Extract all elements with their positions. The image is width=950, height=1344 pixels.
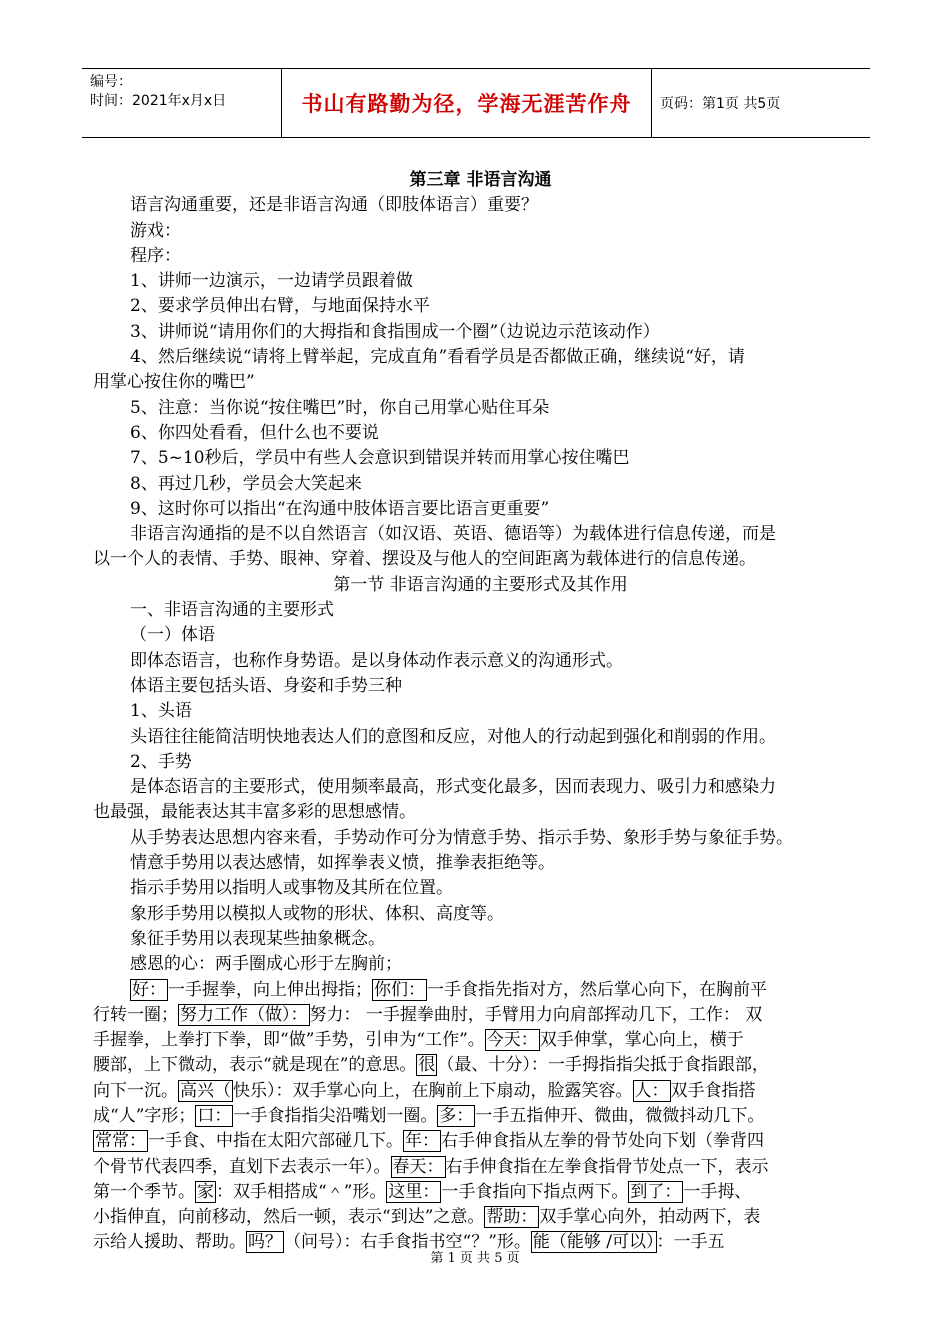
term-box: 很: [418, 1055, 436, 1076]
term-text: 一手拇、: [683, 1181, 752, 1202]
term-text: 示给人援助、帮助。: [93, 1232, 246, 1253]
paragraph-line: 情意手势用以表达感情，如挥拳表义愤，推拳表拒绝等。: [130, 853, 555, 874]
paragraph-line: 象形手势用以模拟人或物的形状、体积、高度等。: [130, 903, 504, 924]
term-text: 一手五指伸开、微曲，微微抖动几下。: [475, 1105, 765, 1126]
term-box: 好：: [132, 979, 166, 1000]
document-body: [93, 168, 868, 1256]
term-text: 双手食指搭: [670, 1080, 756, 1101]
paragraph-line: 象征手势用以表现某些抽象概念。: [130, 928, 385, 949]
subheading: 2、手势: [130, 751, 192, 772]
term-box: 口：: [197, 1105, 232, 1126]
term-text: 小指伸直，向前移动，然后一顿，表示“到达”之意。: [93, 1207, 485, 1228]
term-text: 手握拳，上拳打下拳，即“做”手势，引申为“工作”。: [93, 1030, 485, 1051]
term-text: ：一手五: [656, 1232, 725, 1253]
term-box: 努力工作（做）：: [180, 1004, 308, 1025]
header-page-info: 页码：第1页 共5页: [660, 96, 781, 112]
step-item: 8、再过几秒，学员会大笑起来: [130, 473, 362, 494]
paragraph-line: 指示手势用以指明人或事物及其所在位置。: [130, 878, 453, 899]
sign-line: [93, 1104, 868, 1129]
term-box: 多：: [439, 1105, 474, 1126]
term-box: 到了：: [630, 1181, 682, 1202]
paragraph-line: 从手势表达思想内容来看，手势动作可分为情意手势、指示手势、象形手势与象征手势。: [130, 827, 793, 848]
term-text: 腰部，上下微动，表示“就是现在”的意思。: [93, 1055, 417, 1076]
page-footer: 第 1 页 共 5 页: [430, 1251, 520, 1266]
term-box: 这里：: [388, 1181, 440, 1202]
term-box: 你们：: [374, 979, 425, 1000]
subheading: 1、头语: [130, 701, 192, 722]
time-label: 时间：2021年x月x日: [90, 93, 227, 109]
sign-line: [93, 1180, 868, 1205]
paragraph-line: 感恩的心：两手圈成心形于左胸前；: [130, 954, 402, 975]
term-box: 今天：: [486, 1030, 538, 1051]
paragraph-line: 体语主要包括头语、身姿和手势三种: [130, 675, 402, 696]
term-text: 快乐）：双手掌心向上，在胸前上下扇动，脸露笑容。: [233, 1080, 633, 1101]
step-item: 5、注意：当你说“按住嘴巴”时，你自己用掌心贴住耳朵: [130, 397, 550, 418]
paragraph-line: 即体态语言，也称作身势语。是以身体动作表示意义的沟通形式。: [130, 650, 623, 671]
paragraph-line: 游戏：: [130, 220, 181, 241]
term-text: 右手伸食指从左拳的骨节处向下划（拳背四: [441, 1131, 764, 1152]
paragraph-line: 以一个人的表情、手势、眼神、穿着、摆设及与他人的空间距离为载体进行的信息传递。: [93, 549, 756, 570]
term-text: （最、十分）：一手拇指指尖抵于食指跟部，: [437, 1055, 769, 1076]
number-label: 编号：: [90, 74, 132, 90]
term-box: 能（能够 /可以）: [532, 1232, 655, 1253]
term-text: 成“人”字形；: [93, 1105, 196, 1126]
subheading: （一）体语: [130, 625, 215, 646]
term-box: 年：: [405, 1131, 439, 1152]
paragraph-line: 非语言沟通指的是不以自然语言（如汉语、英语、德语等）为载体进行信息传递，而是: [130, 524, 776, 545]
header-motto: 书山有路勤为径，学海无涯苦作舟: [282, 69, 652, 137]
term-text: 一手握拳，向上伸出拇指；: [168, 979, 372, 1000]
term-text: 行转一圈；: [93, 1004, 178, 1025]
sign-line: [93, 1155, 868, 1180]
sign-line: [93, 1028, 868, 1053]
term-text: 双手掌心向外，拍动两下，表: [539, 1207, 761, 1228]
term-text: 右手伸食指在左拳食指骨节处点一下，表示: [445, 1156, 769, 1177]
term-box: 人：: [634, 1080, 669, 1101]
term-box: 家: [197, 1181, 214, 1202]
term-text: 双手伸掌，掌心向上，横于: [539, 1030, 744, 1051]
chapter-title: 第三章 非语言沟通: [409, 170, 552, 190]
step-item: 1、讲师一边演示，一边请学员跟着做: [130, 271, 413, 292]
term-box: 高兴（: [180, 1080, 231, 1101]
term-text: ：双手相搭成“＾”形。: [216, 1181, 387, 1202]
step-item: 4、然后继续说“请将上臂举起，完成直角”看看学员是否都做正确，继续说“好，请: [130, 347, 745, 368]
step-item: 6、你四处看看，但什么也不要说: [130, 422, 379, 443]
page-header: [82, 68, 870, 138]
step-item-continued: 用掌心按住你的嘴巴”: [93, 372, 255, 393]
section-title: 第一节 非语言沟通的主要形式及其作用: [333, 574, 628, 595]
subheading: 一、非语言沟通的主要形式: [130, 600, 334, 621]
paragraph-line: 头语往往能简洁明快地表达人们的意图和反应，对他人的行动起到强化和削弱的作用。: [130, 726, 776, 747]
paragraph-line: 程序：: [130, 245, 181, 266]
header-meta: [82, 69, 282, 137]
sign-line: [93, 1053, 868, 1078]
step-item: 2、要求学员伸出右臂，与地面保持水平: [130, 296, 430, 317]
term-text: （问号）：右手食指书空“？”形。: [284, 1232, 531, 1253]
paragraph-line: 是体态语言的主要形式，使用频率最高，形式变化最多，因而表现力、吸引力和感染力: [130, 777, 776, 798]
term-text: 第一个季节。: [93, 1181, 195, 1202]
term-text: 一手食、中指在太阳穴部碰几下。: [148, 1131, 403, 1152]
paragraph-line: 也最强，最能表达其丰富多彩的思想感情。: [93, 802, 416, 823]
term-text: 向下一沉。: [93, 1080, 178, 1101]
term-text: 个骨节代表四季，直划下去表示一年）。: [93, 1156, 391, 1177]
sign-line: [93, 1079, 868, 1104]
sign-line: [93, 978, 868, 1003]
paragraph-line: 语言沟通重要，还是非语言沟通（即肢体语言）重要？: [130, 195, 538, 216]
term-text: 一手食指指尖沿嘴划一圈。: [233, 1105, 438, 1126]
term-box: 常常：: [95, 1131, 146, 1152]
term-box: 帮助：: [486, 1207, 538, 1228]
sign-line: [93, 1205, 868, 1230]
term-text: 一手食指先指对方，然后掌心向下，在胸前平: [427, 979, 767, 1000]
step-item: 9、这时你可以指出“在沟通中肢体语言要比语言更重要”: [130, 498, 550, 519]
term-box: 吗？: [248, 1232, 282, 1253]
term-box: 春天：: [392, 1156, 444, 1177]
term-text: 一手食指向下指点两下。: [441, 1181, 629, 1202]
step-item: 7、5~10秒后，学员中有些人会意识到错误并转而用掌心按住嘴巴: [130, 448, 630, 469]
step-item: 3、讲师说“请用你们的大拇指和食指围成一个圈”（边说边示范该动作）: [130, 321, 660, 342]
term-text: 努力： 一手握拳曲肘，手臂用力向肩部挥动几下，工作： 双: [309, 1004, 763, 1025]
sign-line: [93, 1003, 868, 1028]
sign-line: [93, 1129, 868, 1154]
